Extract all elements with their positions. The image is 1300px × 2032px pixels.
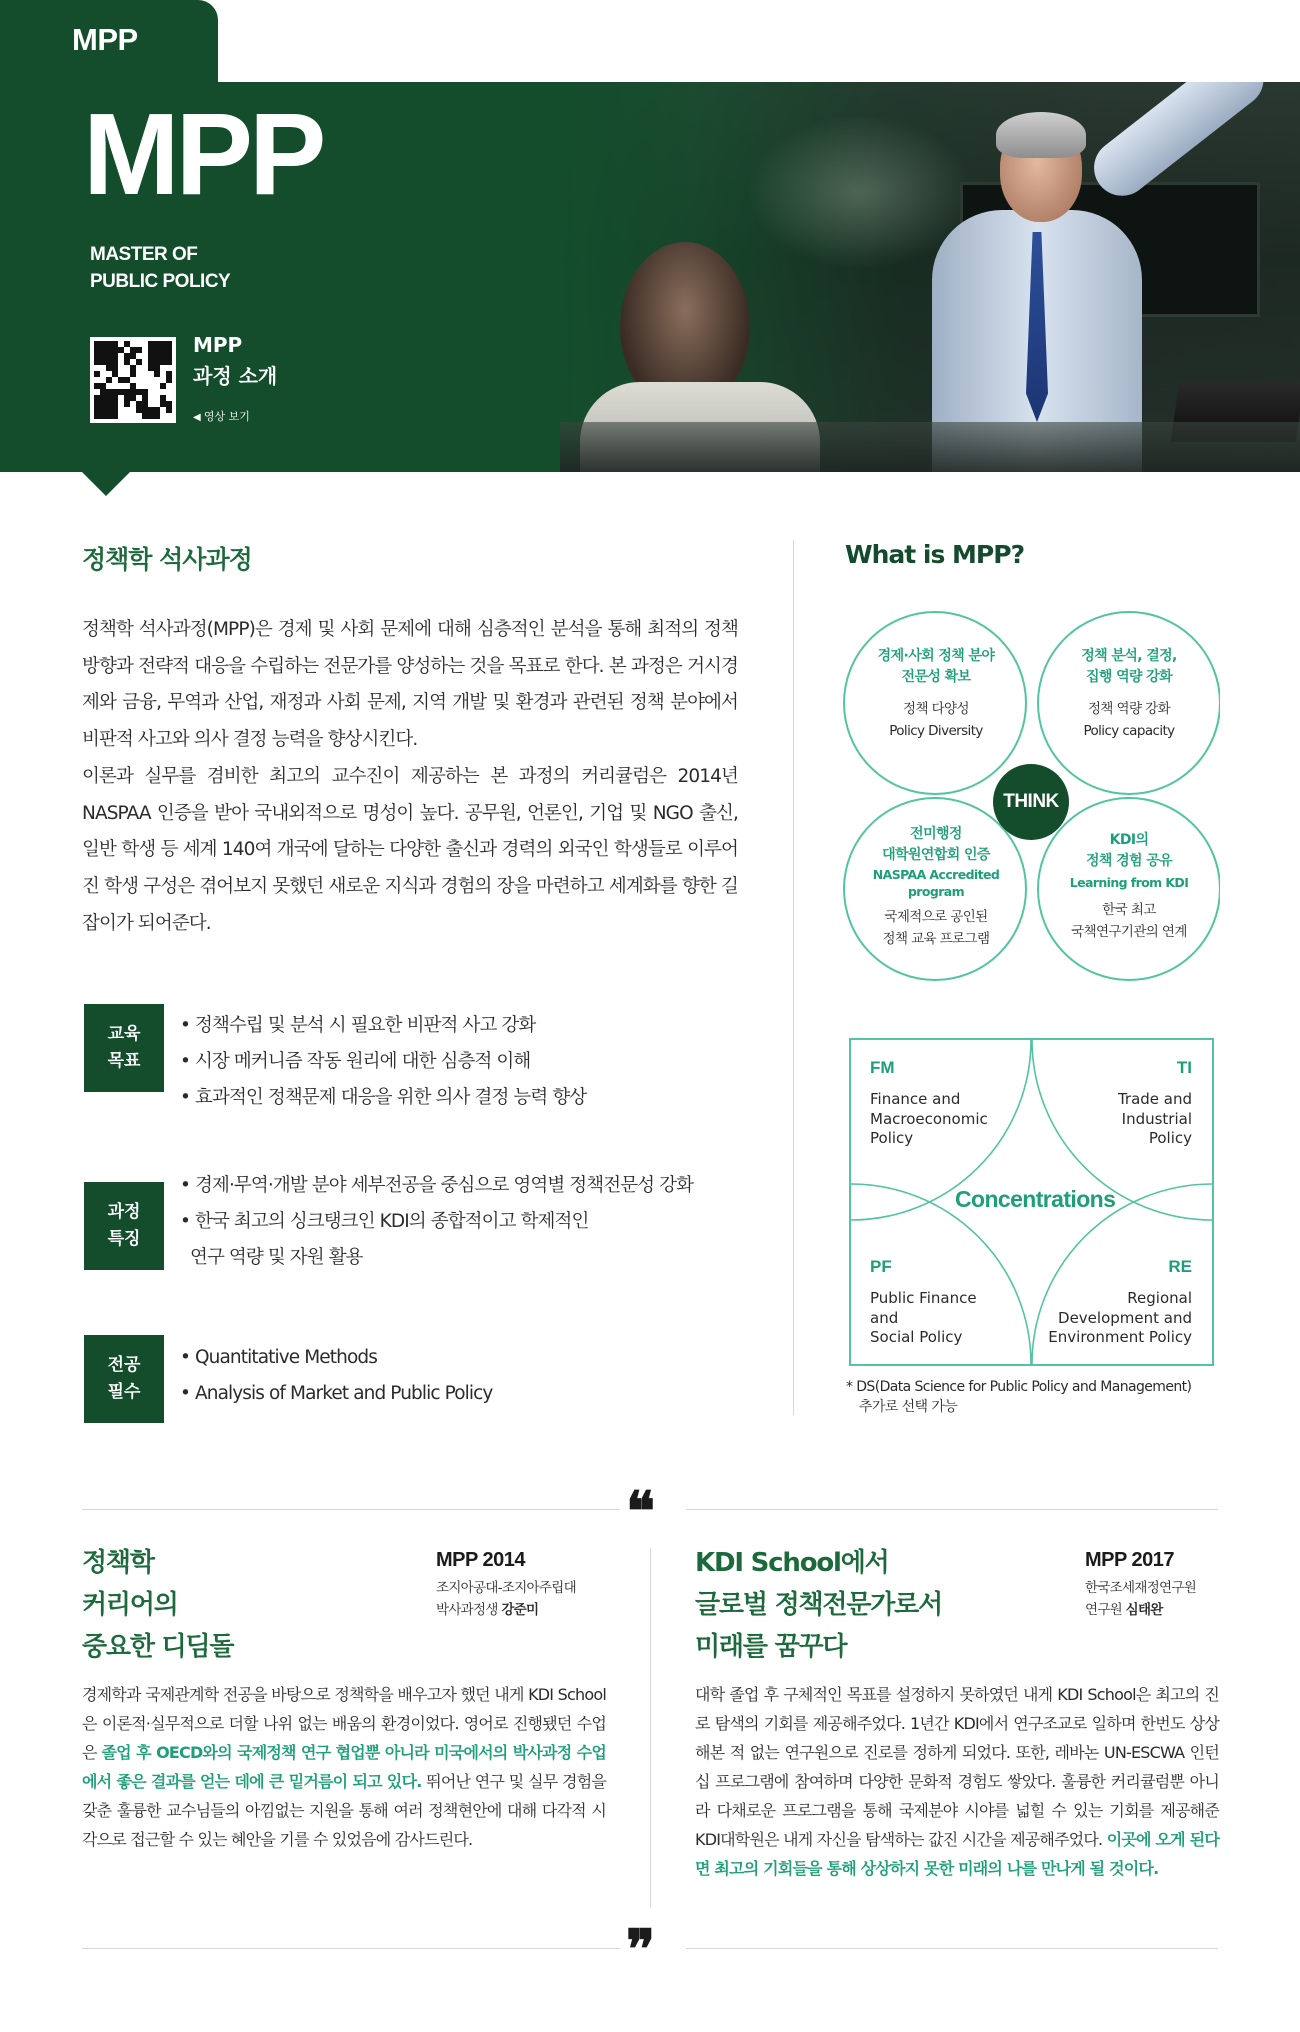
qr-title-line2: 과정 소개 <box>193 364 278 388</box>
circle-sub: 국책연구기관의 연계 <box>1071 924 1187 940</box>
badge-features <box>84 1182 164 1270</box>
hero-subtitle-line2: PUBLIC POLICY <box>90 271 231 292</box>
circle-label-kdi <box>1045 830 1213 943</box>
top-tab <box>0 0 218 84</box>
body-text: 경제학과 국제관계학 전공을 바탕으로 정책학을 배우고자 했던 내게 KDI School은 이론적·실무적으로 더할 나위 없는 배움의 환경이었다. 영어로 진행됐던 수업은 <box>82 1685 606 1762</box>
badge-features-line1: 과정 <box>107 1202 141 1222</box>
badge-required-line2: 필수 <box>107 1382 141 1402</box>
intro-paragraph-1: 정책학 석사과정(MPP)은 경제 및 사회 문제에 대해 심층적인 분석을 통해 최적의 정책 방향과 전략적 대응을 수립하는 전문가를 양성하는 것을 목표로 한다. 본 과정은 거시경제와 금융, 무역과 산업, 재정과 사회 문제, 지역 개발 및 환경과 관련된 정책 분야에서 비판적 사고와 의사 결정 능력을 향상시킨다. <box>82 619 738 751</box>
conc-name-line: Finance and <box>870 1090 961 1108</box>
conc-name-pf <box>870 1289 977 1348</box>
body-highlight: 이곳에 오게 된다면 최고의 기회들을 통해 상상하지 못한 미래의 나를 만나게 될 것이다. <box>695 1830 1219 1878</box>
conc-name-line: Regional <box>1127 1289 1192 1307</box>
conc-name-line: Policy <box>1148 1129 1192 1147</box>
circle-title: 정책 경험 공유 <box>1085 853 1173 869</box>
close-quote-icon: ❞ <box>626 1917 656 1981</box>
footnote-line: * DS(Data Science for Public Policy and Management) <box>846 1379 1192 1395</box>
title-line: 커리어의 <box>82 1590 178 1620</box>
testimonial-2-year: MPP 2017 <box>1085 1549 1175 1571</box>
conc-code-re: RE <box>1168 1257 1192 1276</box>
list-item: • 경제·무역·개발 분야 세부전공을 중심으로 영역별 정책전문성 강화 <box>180 1168 693 1204</box>
what-is-mpp-title: What is MPP? <box>845 540 1025 569</box>
circle-title: 집행 역량 강화 <box>1085 669 1173 685</box>
bottom-rule-right <box>686 1948 1218 1949</box>
circle-sub: 한국 최고 <box>1102 902 1156 918</box>
circle-sub: 정책 역량 강화 <box>1087 701 1171 717</box>
testimonial-2-affiliation <box>1085 1577 1196 1621</box>
conc-name-ti <box>1118 1090 1192 1149</box>
qr-title-line1: MPP <box>193 333 243 357</box>
title-line: 중요한 디딤돌 <box>82 1632 234 1662</box>
open-quote-icon: ❝ <box>626 1479 656 1543</box>
badge-features-line2: 특징 <box>107 1229 141 1249</box>
circle-sub: Policy capacity <box>1083 723 1175 739</box>
affiliation-role: 연구원 <box>1085 1602 1123 1618</box>
top-rule-right <box>686 1509 1218 1510</box>
watch-video-link[interactable]: ◀ 영상 보기 <box>193 408 250 424</box>
footnote-line: 추가로 선택 가능 <box>859 1399 958 1415</box>
conc-name-line: Social Policy <box>870 1328 963 1346</box>
desk <box>560 422 1300 472</box>
qr-code[interactable] <box>90 337 176 423</box>
features-list <box>180 1168 693 1276</box>
badge-goals-line2: 목표 <box>107 1051 141 1071</box>
testimonial-1-body <box>82 1680 606 1854</box>
circle-sub: Policy Diversity <box>889 723 983 739</box>
affiliation-role: 박사과정생 <box>436 1602 498 1618</box>
body-highlight: 졸업 후 OECD와의 국제정책 연구 협업뿐 아니라 미국에서의 박사과정 수업에서 좋은 결과를 얻는 데에 큰 밑거름이 되고 있다. <box>82 1743 606 1791</box>
circle-title: 전문성 확보 <box>901 669 971 685</box>
circle-label-capacity <box>1045 646 1213 742</box>
conc-code-ti: TI <box>1176 1058 1192 1077</box>
badge-goals <box>84 1004 164 1092</box>
testimonial-1-name: 강준미 <box>501 1602 539 1618</box>
body-text: 뛰어난 연구 및 실무 경험을 갖춘 훌륭한 교수님들의 아낌없는 지원을 통해 여러 정책현안에 대해 다각적 시각으로 접근할 수 있는 혜안을 기를 수 있었음에 감사드린다. <box>82 1772 607 1849</box>
list-item: 연구 역량 및 자원 활용 <box>189 1247 363 1268</box>
conc-name-line: Trade and <box>1117 1090 1192 1108</box>
top-rule-left <box>82 1509 620 1510</box>
hero-title: MPP <box>83 89 323 219</box>
conc-code-fm: FM <box>870 1058 895 1077</box>
list-item: • Analysis of Market and Public Policy <box>180 1376 492 1412</box>
bottom-rule-left <box>82 1948 620 1949</box>
badge-goals-line1: 교육 <box>107 1024 141 1044</box>
circle-sub: 정책 교육 프로그램 <box>882 931 990 947</box>
conc-name-line: Public Finance <box>870 1289 977 1307</box>
list-item: • 정책수립 및 분석 시 필요한 비판적 사고 강화 <box>180 1008 586 1044</box>
list-item: • 시장 메커니즘 작동 원리에 대한 심층적 이해 <box>180 1044 586 1080</box>
testimonial-divider <box>650 1548 651 1908</box>
conc-name-re <box>1048 1289 1192 1348</box>
circle-title: 경제·사회 정책 분야 <box>877 648 995 664</box>
think-badge: THINK <box>993 764 1069 840</box>
circle-title: 대학원연합회 인증 <box>882 847 990 863</box>
circle-title: 전미행정 <box>910 826 962 842</box>
body-text: 대학 졸업 후 구체적인 목표를 설정하지 못하였던 내게 KDI School은 최고의 진로 탐색의 기회를 제공해주었다. 1년간 KDI에서 연구조교로 일하며 한번도 상상해본 적 없는 연구원으로 진로를 정하게 되었다. 또한, 레바논 UN-ESCWA 인턴십 프로그램에 참여하며 다양한 문화적 경험도 쌓았다. 훌륭한 커리큘럼뿐 아니라 다채로운 프로그램을 통해 국제분야 시야를 넓힐 수 있는 기회를 제공해준 KDI대학원은 내게 자신을 탐색하는 값진 시간을 제공해주었다. <box>695 1685 1219 1849</box>
circle-title: NASPAA Accredited program <box>872 867 1000 899</box>
qr-code-pattern <box>94 341 172 419</box>
testimonial-1-title <box>82 1542 233 1668</box>
circle-title: Learning from KDI <box>1069 875 1189 890</box>
circle-sub: 정책 다양성 <box>903 701 969 717</box>
tab-label: MPP <box>72 22 138 57</box>
affiliation-line: 한국조세재정연구원 <box>1085 1580 1197 1596</box>
concentrations-footnote <box>846 1377 1191 1417</box>
circle-title: KDI의 <box>1109 832 1149 848</box>
badge-required <box>84 1335 164 1423</box>
professor-hair <box>996 112 1086 158</box>
title-line: 글로벌 정책전문가로서 <box>695 1590 943 1620</box>
intro-paragraph-2: 이론과 실무를 겸비한 최고의 교수진이 제공하는 본 과정의 커리큘럼은 2014년 NASPAA 인증을 받아 국내외적으로 명성이 높다. 공무원, 언론인, 기업 및 NGO 출신, 일반 학생 등 세계 140여 개국에 달하는 다양한 출신과 경력의 외국인 학생들로 이루어진 학생 구성은 겪어보지 못했던 새로운 지식과 경험의 장을 마련하고 세계화를 향한 길잡이가 되어준다. <box>82 765 738 934</box>
conc-name-line: and <box>870 1308 899 1327</box>
circle-title: 정책 분석, 결정, <box>1081 648 1177 664</box>
list-item: • Quantitative Methods <box>180 1340 492 1376</box>
list-item: • 한국 최고의 싱크탱크인 KDI의 종합적이고 학제적인 <box>180 1204 693 1240</box>
conc-code-pf: PF <box>870 1257 892 1276</box>
circle-label-naspaa <box>862 824 1010 950</box>
conc-name-line: Industrial <box>1121 1109 1192 1128</box>
concentrations-center-label: Concentrations <box>955 1186 1116 1212</box>
conc-name-line: Development and <box>1058 1308 1192 1327</box>
circle-label-diversity <box>852 646 1020 742</box>
affiliation-line: 조지아공대-조지아주립대 <box>436 1580 576 1596</box>
testimonial-2-title <box>695 1542 942 1668</box>
title-line: 미래를 꿈꾸다 <box>695 1632 847 1662</box>
required-list <box>180 1340 492 1412</box>
title-line: KDI School에서 <box>695 1548 889 1578</box>
circle-sub: 국제적으로 공인된 <box>884 909 988 925</box>
hero-pointer <box>80 470 132 496</box>
hero-photo <box>560 82 1300 472</box>
conc-name-line: Environment Policy <box>1048 1328 1192 1346</box>
list-item: • 효과적인 정책문제 대응을 위한 의사 결정 능력 향상 <box>180 1080 586 1116</box>
title-line: 정책학 <box>82 1548 154 1578</box>
conc-name-line: Policy <box>870 1129 914 1147</box>
conc-name-line: Macroeconomic <box>870 1109 988 1128</box>
testimonial-1-year: MPP 2014 <box>436 1549 526 1571</box>
testimonial-1-affiliation <box>436 1577 576 1621</box>
badge-required-line1: 전공 <box>107 1355 141 1375</box>
hero-subtitle-line1: MASTER OF <box>90 244 198 265</box>
conc-name-fm <box>870 1090 988 1149</box>
goals-list <box>180 1008 586 1116</box>
column-divider <box>793 540 794 1415</box>
intro-text <box>82 612 738 942</box>
testimonial-2-body <box>695 1680 1219 1883</box>
testimonial-2-name: 심태완 <box>1125 1602 1163 1618</box>
intro-title: 정책학 석사과정 <box>82 545 252 574</box>
